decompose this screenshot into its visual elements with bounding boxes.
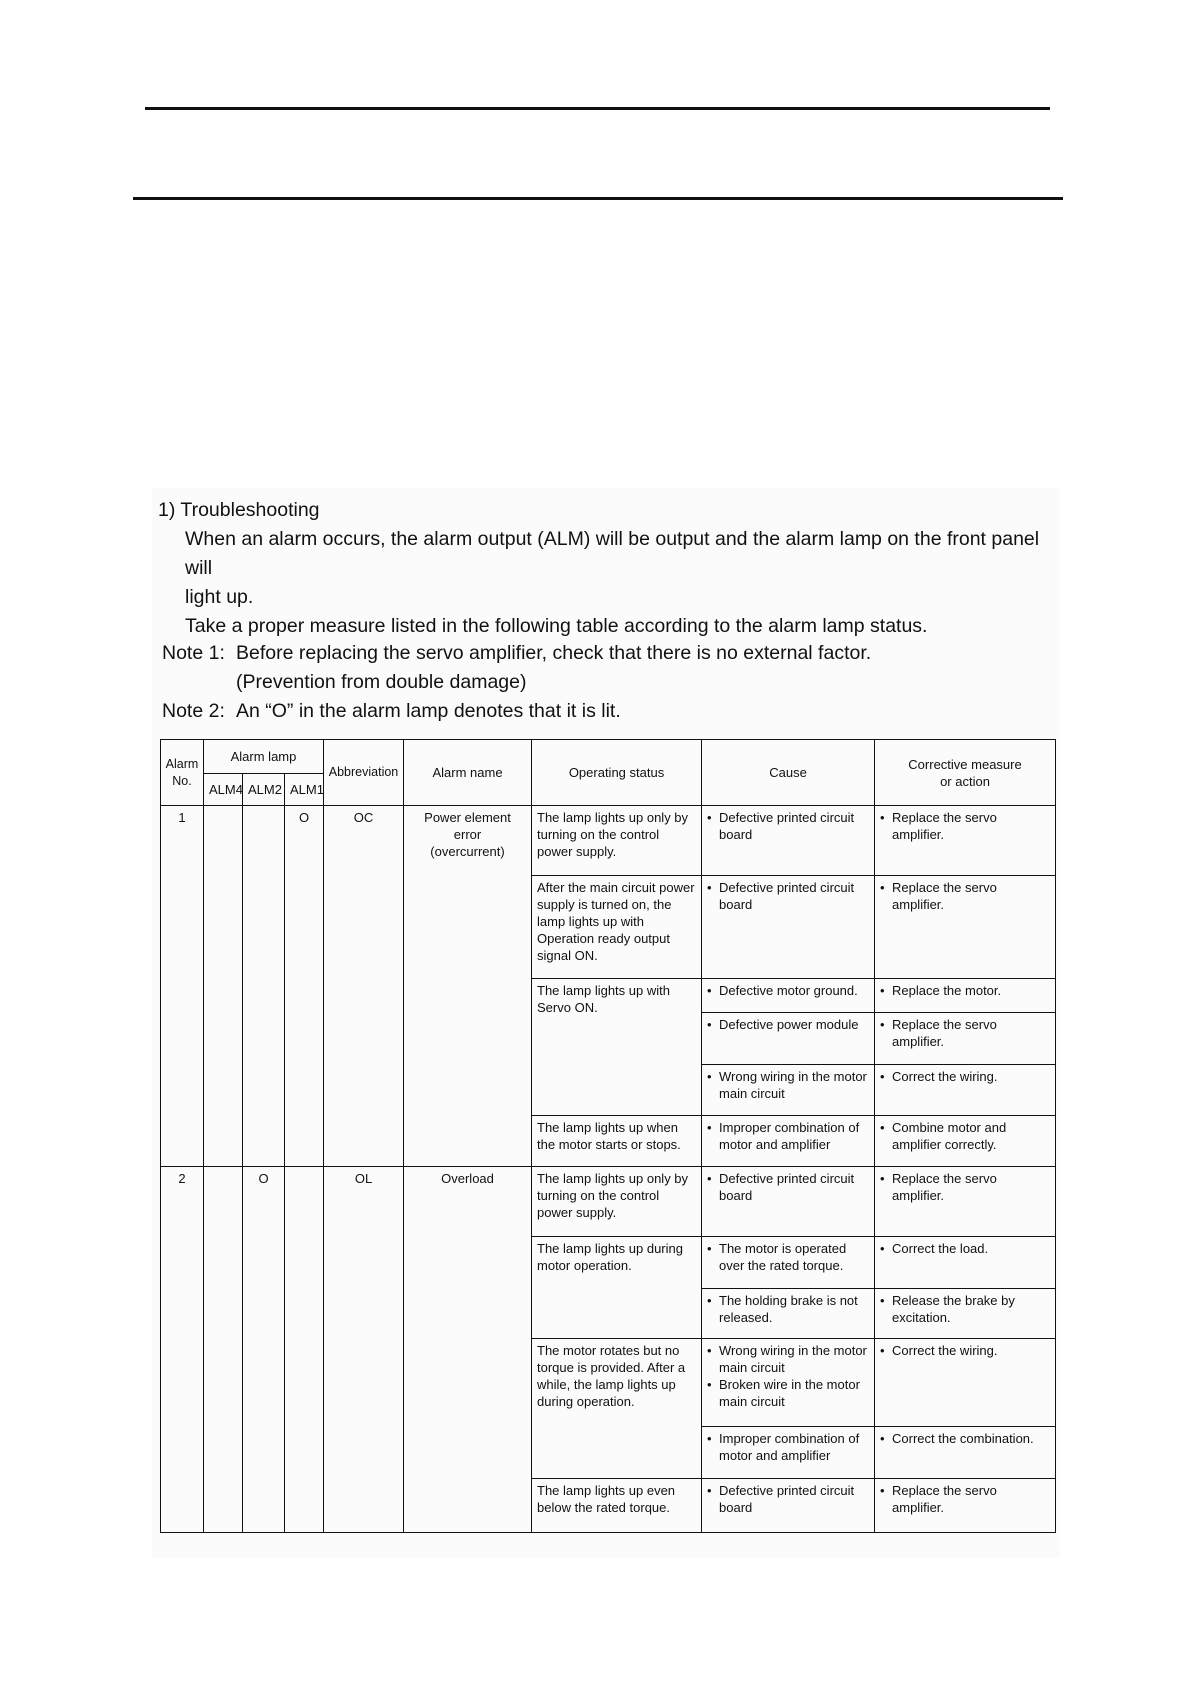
cause <box>702 1236 875 1288</box>
cause-item: • Defective printed circuit board <box>707 1170 869 1204</box>
action-item: • Correct the wiring. <box>880 1342 1050 1359</box>
alm1-indicator: O <box>285 806 324 1167</box>
action-item: • Correct the combination. <box>880 1430 1050 1447</box>
cause <box>702 1115 875 1166</box>
col-operating-status: Operating status <box>532 740 702 806</box>
corrective-action <box>875 1065 1056 1115</box>
cause-list <box>707 1240 869 1274</box>
alm2-indicator: O <box>243 1166 285 1532</box>
action-list <box>880 1430 1050 1447</box>
table-row <box>161 1166 1056 1236</box>
col-abbreviation: Abbreviation <box>324 740 404 806</box>
action-list <box>880 1292 1050 1326</box>
action-list <box>880 1170 1050 1204</box>
note-text: Before replacing the servo amplifier, check that there is no external factor. <box>236 642 872 664</box>
action-item: • Combine motor and amplifier correctly. <box>880 1119 1050 1153</box>
cause-list <box>707 809 869 843</box>
action-item: • Replace the servo amplifier. <box>880 809 1050 843</box>
table-row <box>161 806 1056 876</box>
action-item: • Release the brake by excitation. <box>880 1292 1050 1326</box>
cause-list <box>707 1482 869 1516</box>
alarm-name-line: (overcurrent) <box>430 844 505 859</box>
operating-status: The lamp lights up when the motor starts or stops. <box>532 1115 702 1166</box>
corrective-action <box>875 1289 1056 1339</box>
note-2 <box>162 697 1042 726</box>
action-list <box>880 1119 1050 1153</box>
col-alm2: ALM2 <box>243 774 285 806</box>
col-alarm-no: Alarm No. <box>161 740 204 806</box>
cause-list <box>707 1170 869 1204</box>
alarm-name <box>404 1166 532 1532</box>
cause <box>702 1013 875 1065</box>
corrective-action <box>875 1427 1056 1478</box>
cause <box>702 1478 875 1532</box>
note-label: Note 1: <box>162 642 225 664</box>
intro-line: light up. <box>185 586 254 608</box>
note-1 <box>162 639 1042 697</box>
action-list <box>880 1482 1050 1516</box>
corrective-action <box>875 1478 1056 1532</box>
cause-list <box>707 1430 869 1464</box>
action-item: • Replace the servo amplifier. <box>880 1170 1050 1204</box>
alarm-abbreviation: OC <box>324 806 404 1167</box>
note-text: (Prevention from double damage) <box>236 671 527 693</box>
action-item: • Replace the servo amplifier. <box>880 1482 1050 1516</box>
cause-item: • Defective printed circuit board <box>707 879 869 913</box>
alarm-abbreviation: OL <box>324 1166 404 1532</box>
col-alarm-lamp: Alarm lamp <box>204 740 324 774</box>
intro-line: Take a proper measure listed in the following table according to the alarm lamp status. <box>185 615 928 637</box>
col-alm4: ALM4 <box>204 774 243 806</box>
alarm-table-body <box>161 806 1056 1533</box>
cause-list <box>707 982 869 999</box>
intro-line: When an alarm occurs, the alarm output (ALM) will be output and the alarm lamp on the front panel will <box>185 528 1040 579</box>
corrective-action <box>875 978 1056 1013</box>
action-list <box>880 1068 1050 1085</box>
alm4-indicator <box>204 806 243 1167</box>
cause-item: • Improper combination of motor and amplifier <box>707 1119 869 1153</box>
cause-item: • Defective printed circuit board <box>707 809 869 843</box>
operating-status: After the main circuit power supply is turned on, the lamp lights up with Operation ready output signal ON. <box>532 876 702 979</box>
cause-item: • Wrong wiring in the motor main circuit <box>707 1068 869 1102</box>
operating-status: The motor rotates but no torque is provided. After a while, the lamp lights up during operation. <box>532 1339 702 1478</box>
cause-list <box>707 1342 869 1410</box>
action-list <box>880 1342 1050 1359</box>
action-item: • Correct the load. <box>880 1240 1050 1257</box>
alarm-number: 1 <box>161 806 204 1167</box>
top-rule <box>145 107 1050 110</box>
action-list <box>880 1240 1050 1257</box>
cause-item: • Wrong wiring in the motor main circuit <box>707 1342 869 1376</box>
cause-list <box>707 879 869 913</box>
action-item: • Replace the servo amplifier. <box>880 1016 1050 1050</box>
cause <box>702 1166 875 1236</box>
alm1-indicator <box>285 1166 324 1532</box>
cause-item: • Broken wire in the motor main circuit <box>707 1376 869 1410</box>
cause-list <box>707 1016 869 1033</box>
operating-status: The lamp lights up only by turning on the control power supply. <box>532 1166 702 1236</box>
operating-status: The lamp lights up only by turning on the control power supply. <box>532 806 702 876</box>
cause-item: • Defective power module <box>707 1016 869 1033</box>
cause <box>702 1289 875 1339</box>
cause <box>702 806 875 876</box>
alarm-name <box>404 806 532 1167</box>
corrective-action <box>875 806 1056 876</box>
note-label: Note 2: <box>162 700 225 722</box>
alarm-troubleshooting-table <box>160 739 1056 1533</box>
col-alm1: ALM1 <box>285 774 324 806</box>
action-list <box>880 982 1050 999</box>
action-list <box>880 809 1050 843</box>
operating-status: The lamp lights up with Servo ON. <box>532 978 702 1115</box>
alm2-indicator <box>243 806 285 1167</box>
action-item: • Correct the wiring. <box>880 1068 1050 1085</box>
note-text: An “O” in the alarm lamp denotes that it is lit. <box>236 700 621 722</box>
cause <box>702 978 875 1013</box>
cause <box>702 876 875 979</box>
col-corrective-action: Corrective measure or action <box>875 740 1056 806</box>
action-list <box>880 879 1050 913</box>
header-rule <box>133 197 1063 200</box>
cause-list <box>707 1119 869 1153</box>
notes <box>162 639 1042 726</box>
cause <box>702 1339 875 1427</box>
cause-list <box>707 1292 869 1326</box>
cause <box>702 1427 875 1478</box>
section-heading: 1) Troubleshooting <box>158 499 320 521</box>
alarm-name-line: Power element error <box>424 810 511 842</box>
corrective-action <box>875 1236 1056 1288</box>
operating-status: The lamp lights up even below the rated torque. <box>532 1478 702 1532</box>
corrective-action <box>875 876 1056 979</box>
cause-item: • Improper combination of motor and amplifier <box>707 1430 869 1464</box>
col-cause: Cause <box>702 740 875 806</box>
corrective-action <box>875 1115 1056 1166</box>
cause-item: • Defective printed circuit board <box>707 1482 869 1516</box>
action-item: • Replace the motor. <box>880 982 1050 999</box>
col-alarm-name: Alarm name <box>404 740 532 806</box>
operating-status: The lamp lights up during motor operation. <box>532 1236 702 1339</box>
corrective-action <box>875 1339 1056 1427</box>
alarm-name-line: Overload <box>441 1170 494 1186</box>
cause-item: • The motor is operated over the rated torque. <box>707 1240 869 1274</box>
corrective-action <box>875 1013 1056 1065</box>
action-item: • Replace the servo amplifier. <box>880 879 1050 913</box>
alm4-indicator <box>204 1166 243 1532</box>
cause-item: • Defective motor ground. <box>707 982 869 999</box>
cause-list <box>707 1068 869 1102</box>
corrective-action <box>875 1166 1056 1236</box>
action-list <box>880 1016 1050 1050</box>
intro-section <box>158 496 1063 641</box>
alarm-number: 2 <box>161 1166 204 1532</box>
cause <box>702 1065 875 1115</box>
cause-item: • The holding brake is not released. <box>707 1292 869 1326</box>
